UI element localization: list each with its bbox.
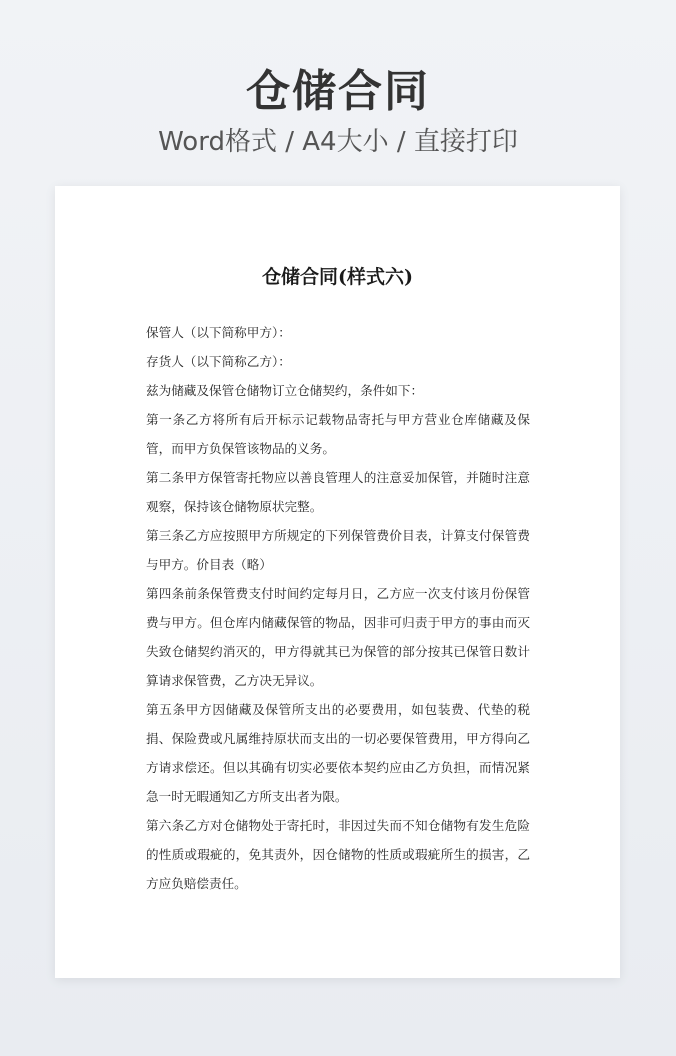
document-paragraph: 第二条甲方保管寄托物应以善良管理人的注意妥加保管，并随时注意观察，保持该仓储物原状完整。 — [146, 470, 530, 514]
document-paragraph: 兹为储藏及保管仓储物订立仓储契约，条件如下： — [146, 383, 424, 398]
document-paragraph: 第三条乙方应按照甲方所规定的下列保管费价目表，计算支付保管费与甲方。价目表（略） — [146, 528, 530, 572]
document-paragraph: 第六条乙方对仓储物处于寄托时，非因过失而不知仓储物有发生危险的性质或瑕疵的，免其责外，因仓储物的性质或瑕疵所生的损害，乙方应负赔偿责任。 — [146, 818, 530, 891]
document-title: 仓储合同(样式六) — [262, 266, 413, 288]
document-body — [146, 318, 530, 898]
document-paragraph: 存货人（以下简称乙方）： — [146, 354, 291, 369]
document-paragraph: 保管人（以下简称甲方）： — [146, 325, 291, 340]
page-header — [0, 62, 676, 160]
page-subtitle: Word格式 / A4大小 / 直接打印 — [158, 127, 518, 157]
document-paragraph: 第四条前条保管费支付时间约定每月日，乙方应一次支付该月份保管费与甲方。但仓库内储藏保管的物品，因非可归责于甲方的事由而灭失致仓储契约消灭的，甲方得就其已为保管的部分按其已保管日数计算请求保管费，乙方决无异议。 — [146, 586, 530, 688]
document-paragraph: 第一条乙方将所有后开标示记载物品寄托与甲方营业仓库储藏及保管，而甲方负保管该物品的义务。 — [146, 412, 530, 456]
document-paragraph: 第五条甲方因储藏及保管所支出的必要费用，如包装费、代垫的税捐、保险费或凡属维持原状而支出的一切必要保管费用，甲方得向乙方请求偿还。但以其确有切实必要依本契约应由乙方负担，而情况紧急一时无暇通知乙方所支出者为限。 — [146, 702, 530, 804]
document-page — [55, 186, 620, 978]
page-title: 仓储合同 — [246, 66, 430, 117]
